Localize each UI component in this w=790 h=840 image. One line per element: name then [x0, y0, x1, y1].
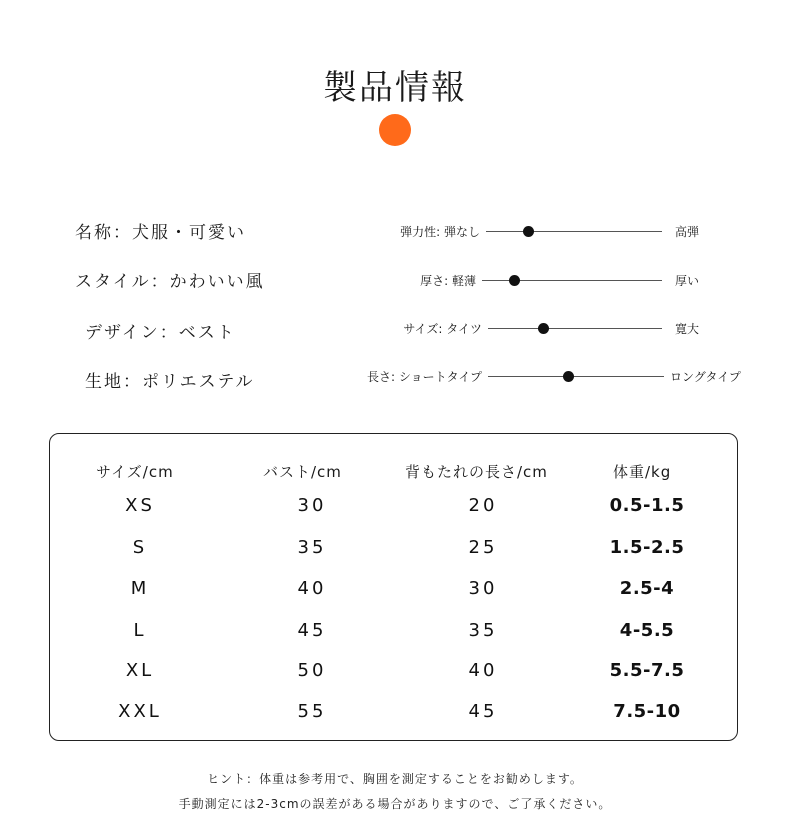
info-name: 名称：犬服・可愛い [75, 223, 246, 243]
cell-bust: 35 [297, 537, 327, 558]
cell-back: 20 [468, 495, 498, 516]
cell-bust: 40 [297, 578, 327, 599]
slider-knob [509, 275, 520, 286]
cell-weight: 5.5-7.5 [609, 660, 685, 681]
slider-thickness [0, 268, 790, 292]
cell-weight: 2.5-4 [619, 578, 675, 599]
slider-size [0, 316, 790, 340]
header-bust: バスト/cm [263, 463, 342, 481]
header-size: サイズ/cm [96, 463, 174, 481]
slider-right-label: 寛大 [675, 322, 700, 336]
cell-weight: 7.5-10 [613, 701, 681, 722]
slider-right-label: ロングタイプ [670, 370, 741, 384]
cell-back: 35 [468, 620, 498, 641]
cell-back: 40 [468, 660, 498, 681]
cell-weight: 0.5-1.5 [609, 495, 685, 516]
slider-left-label: サイズ: タイツ [403, 322, 482, 336]
cell-weight: 4-5.5 [619, 620, 675, 641]
hint-line-1: ヒント：体重は参考用で、胸囲を測定することをお勧めします。 [207, 772, 583, 786]
page-title: 製品情報 [323, 68, 467, 108]
slider-track [488, 376, 664, 377]
cell-size: M [130, 578, 150, 599]
slider-length [0, 364, 790, 388]
cell-back: 25 [468, 537, 498, 558]
cell-back: 45 [468, 701, 498, 722]
slider-knob [563, 371, 574, 382]
info-style: スタイル：かわいい風 [75, 272, 265, 292]
cell-weight: 1.5-2.5 [609, 537, 685, 558]
info-fabric: 生地：ポリエステル [85, 372, 255, 392]
info-design: デザイン：ベスト [85, 323, 236, 343]
slider-knob [523, 226, 534, 237]
cell-size: XXL [118, 701, 162, 722]
cell-bust: 45 [297, 620, 327, 641]
cell-size: XL [125, 660, 155, 681]
slider-elasticity [0, 219, 790, 243]
slider-left-label: 弾力性: 弾なし [400, 225, 480, 239]
slider-knob [538, 323, 549, 334]
slider-track [488, 328, 662, 329]
cell-bust: 30 [297, 495, 327, 516]
cell-size: XS [125, 495, 155, 516]
header-back-length: 背もたれの長さ/cm [405, 463, 548, 481]
accent-dot [379, 114, 411, 146]
slider-right-label: 厚い [675, 274, 700, 288]
cell-back: 30 [468, 578, 498, 599]
cell-bust: 55 [297, 701, 327, 722]
hint-line-2: 手動測定には2-3cmの誤差がある場合がありますので、ご了承ください。 [178, 797, 612, 811]
cell-size: L [133, 620, 147, 641]
cell-size: S [132, 537, 148, 558]
header-weight: 体重/kg [613, 463, 672, 481]
slider-left-label: 厚さ: 軽薄 [420, 274, 476, 288]
slider-right-label: 高弾 [675, 225, 700, 239]
cell-bust: 50 [297, 660, 327, 681]
slider-track [486, 231, 662, 232]
slider-left-label: 長さ: ショートタイプ [366, 370, 482, 384]
